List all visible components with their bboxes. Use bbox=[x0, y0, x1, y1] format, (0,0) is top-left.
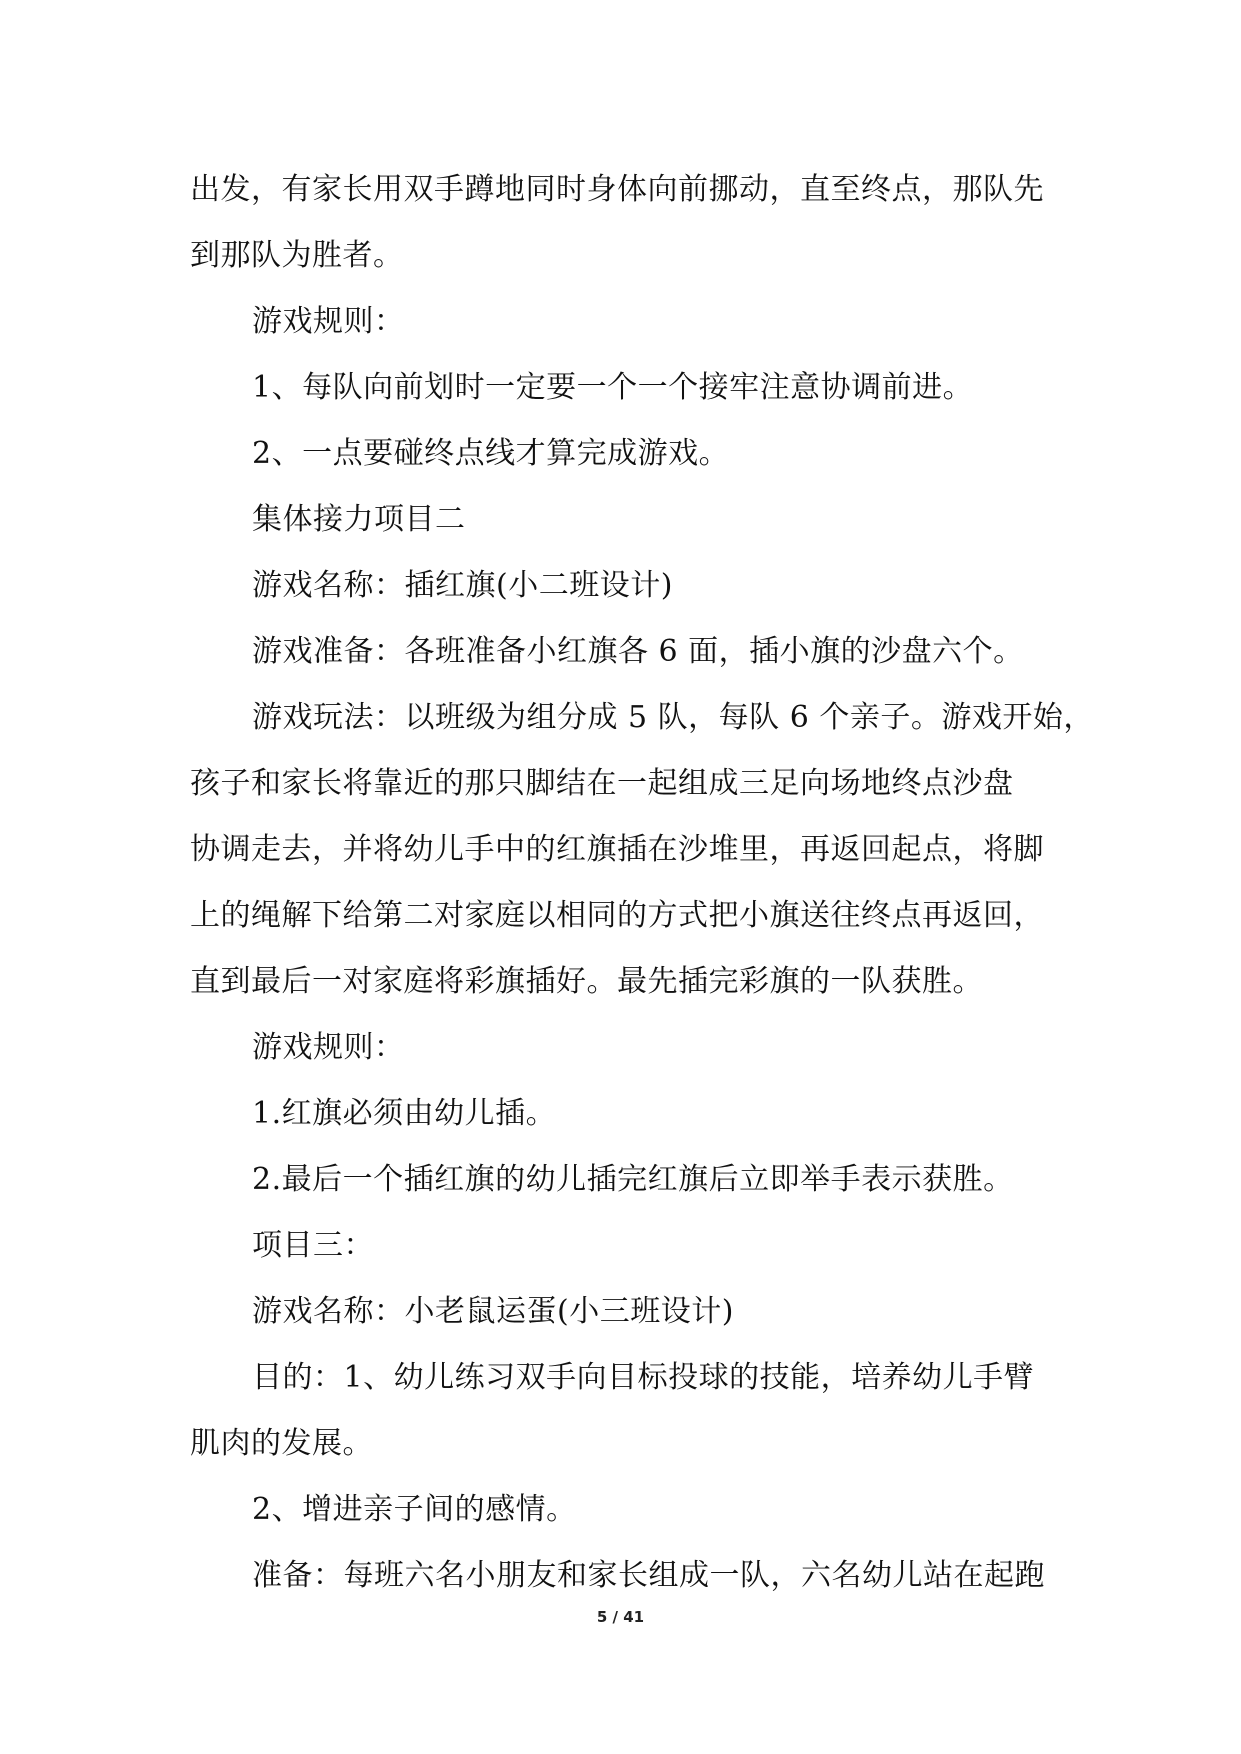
text-line: 游戏准备：各班准备小红旗各 6 面，插小旗的沙盘六个。 bbox=[252, 634, 1024, 669]
text-line: 到那队为胜者。 bbox=[190, 238, 404, 273]
text-line: 2.最后一个插红旗的幼儿插完红旗后立即举手表示获胜。 bbox=[252, 1162, 1014, 1197]
text-line: 出发，有家长用双手蹲地同时身体向前挪动，直至终点，那队先 bbox=[190, 172, 1044, 207]
text-line: 1、每队向前划时一定要一个一个接牢注意协调前进。 bbox=[252, 370, 974, 405]
text-line: 游戏规则： bbox=[252, 304, 405, 339]
text-line: 直到最后一对家庭将彩旗插好。最先插完彩旗的一队获胜。 bbox=[190, 964, 983, 999]
text-line: 项目三： bbox=[252, 1228, 374, 1263]
text-line: 肌肉的发展。 bbox=[190, 1426, 373, 1461]
text-line: 2、一点要碰终点线才算完成游戏。 bbox=[252, 436, 730, 471]
text-line: 孩子和家长将靠近的那只脚结在一起组成三足向场地终点沙盘 bbox=[190, 766, 1014, 801]
text-line: 协调走去，并将幼儿手中的红旗插在沙堆里，再返回起点，将脚 bbox=[190, 832, 1044, 867]
document-body bbox=[190, 157, 1094, 1609]
text-line: 准备：每班六名小朋友和家长组成一队，六名幼儿站在起跑 bbox=[252, 1558, 1045, 1593]
text-line: 上的绳解下给第二对家庭以相同的方式把小旗送往终点再返回， bbox=[190, 898, 1044, 933]
page-number: 5 / 41 bbox=[596, 1608, 645, 1626]
text-line: 集体接力项目二 bbox=[252, 502, 466, 537]
text-line: 游戏玩法：以班级为组分成 5 队，每队 6 个亲子。游戏开始， bbox=[252, 700, 1094, 735]
text-line: 目的：1、幼儿练习双手向目标投球的技能，培养幼儿手臂 bbox=[252, 1360, 1035, 1395]
text-line: 游戏规则： bbox=[252, 1030, 405, 1065]
text-line: 游戏名称：插红旗(小二班设计) bbox=[252, 568, 673, 603]
text-line: 游戏名称：小老鼠运蛋(小三班设计) bbox=[252, 1294, 734, 1329]
text-line: 2、增进亲子间的感情。 bbox=[252, 1492, 577, 1527]
text-line: 1.红旗必须由幼儿插。 bbox=[252, 1096, 557, 1131]
